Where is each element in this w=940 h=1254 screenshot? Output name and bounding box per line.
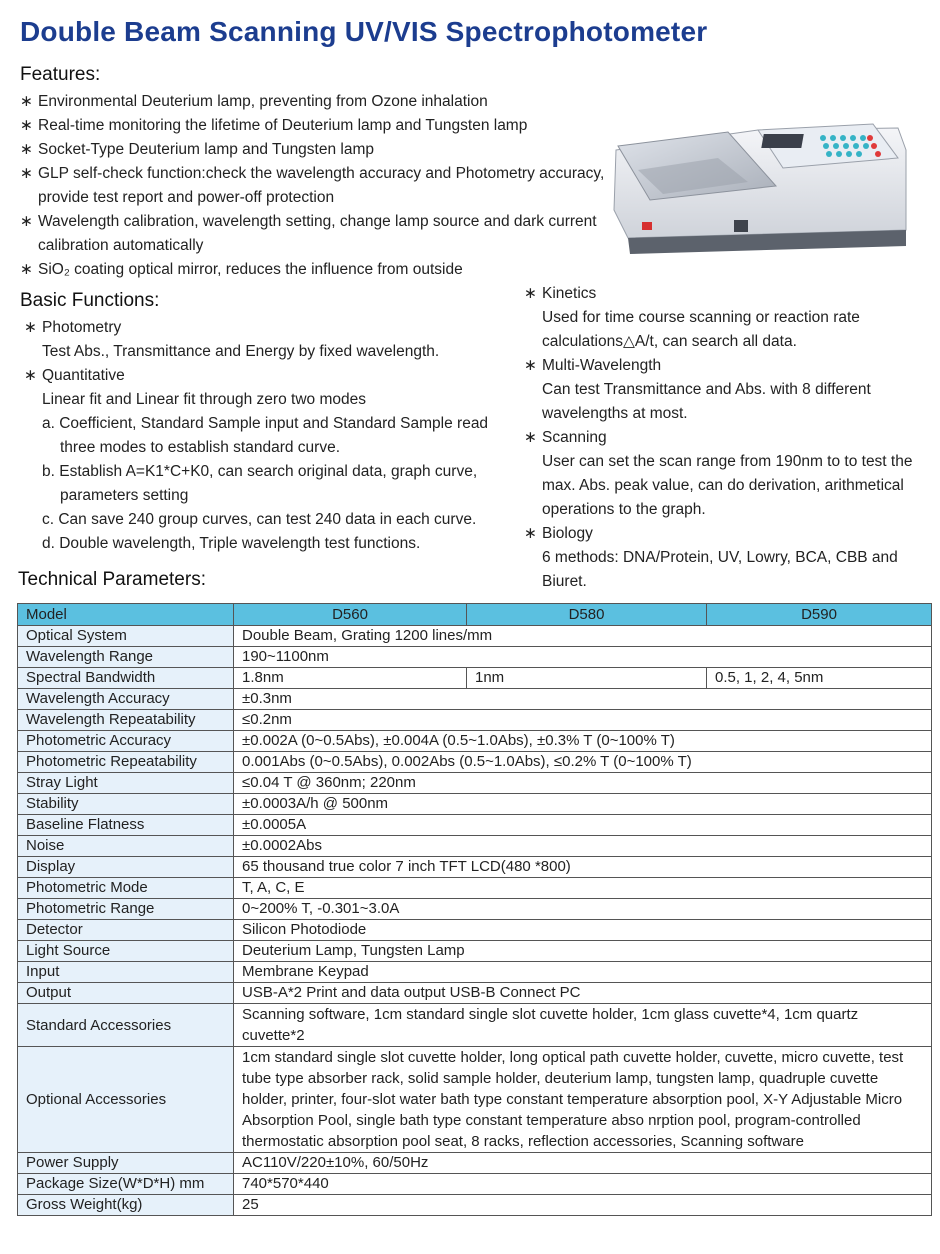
function-subitem: c. Can save 240 group curves, can test 240 data in each curve. [42, 511, 477, 528]
param-value: 1nm [467, 668, 707, 689]
table-row [18, 626, 932, 647]
param-value: ±0.0005A [234, 815, 932, 836]
param-label: Wavelength Range [18, 647, 234, 668]
feature-item: ∗ Wavelength calibration, wavelength setting, change lamp source and dark current calibration automatically [20, 210, 610, 258]
feature-item: ∗ GLP self-check function:check the wavelength accuracy and Photometry accuracy, provide test report and power-off protection [20, 162, 610, 210]
asterisk-icon: ∗ [24, 319, 37, 336]
table-row [18, 857, 932, 878]
header-cell-d580: D580 [467, 604, 707, 626]
param-label: Display [18, 857, 234, 878]
header-cell-d590: D590 [707, 604, 932, 626]
function-title: ∗ Kinetics [524, 282, 924, 306]
table-row [18, 983, 932, 1004]
param-label: Photometric Range [18, 899, 234, 920]
table-row [18, 710, 932, 731]
param-value: 1cm standard single slot cuvette holder, long optical path cuvette holder, cuvette, micro cuvette, test tube type absorber rack, solid sample holder, deuterium lamp, tungsten lamp, quadruple cuvette holder, printer, four-slot water bath type constant temperature absorption pool, X-Y Adjustable Micro Absorption Pool, single bath type constant temperature abso nrption pool, program-controlled thermostatic absorption pool seat, 8 racks, reflection accessories, Scanning software [234, 1047, 932, 1153]
function-text: Linear fit and Linear fit through zero two modes [42, 391, 366, 408]
param-label: Stray Light [18, 773, 234, 794]
function-title: ∗ Scanning [524, 426, 924, 450]
function-title: ∗ Quantitative [24, 364, 524, 388]
param-label: Light Source [18, 941, 234, 962]
table-header-row [18, 604, 932, 626]
table-row [18, 836, 932, 857]
table-row [18, 1047, 932, 1153]
param-value: Double Beam, Grating 1200 lines/mm [234, 626, 932, 647]
function-text: 6 methods: DNA/Protein, UV, Lowry, BCA, CBB and Biuret. [542, 549, 898, 590]
spectrophotometer-image [608, 110, 913, 260]
asterisk-icon: ∗ [524, 429, 537, 446]
param-label: Input [18, 962, 234, 983]
asterisk-icon: ∗ [20, 141, 33, 158]
basic-functions-left [24, 316, 524, 556]
page-title: Double Beam Scanning UV/VIS Spectrophotometer [20, 16, 708, 47]
asterisk-icon: ∗ [524, 285, 537, 302]
asterisk-icon: ∗ [20, 93, 33, 110]
table-row [18, 1004, 932, 1047]
table-row [18, 731, 932, 752]
table-row [18, 815, 932, 836]
param-label: Optical System [18, 626, 234, 647]
table-row [18, 920, 932, 941]
param-value: USB-A*2 Print and data output USB-B Connect PC [234, 983, 932, 1004]
table-row [18, 689, 932, 710]
table-row [18, 647, 932, 668]
function-subitem: d. Double wavelength, Triple wavelength test functions. [42, 535, 421, 552]
param-value: Deuterium Lamp, Tungsten Lamp [234, 941, 932, 962]
basic-functions-heading: Basic Functions: [20, 290, 160, 311]
param-value: AC110V/220±10%, 60/50Hz [234, 1153, 932, 1174]
feature-item: ∗ Real-time monitoring the lifetime of Deuterium lamp and Tungsten lamp [20, 114, 610, 138]
param-label: Photometric Accuracy [18, 731, 234, 752]
param-value: 65 thousand true color 7 inch TFT LCD(480 *800) [234, 857, 932, 878]
param-value: Membrane Keypad [234, 962, 932, 983]
features-heading: Features: [20, 64, 101, 85]
table-row [18, 899, 932, 920]
param-label: Spectral Bandwidth [18, 668, 234, 689]
features-list [20, 90, 610, 282]
param-value: 1.8nm [234, 668, 467, 689]
param-value: 0.001Abs (0~0.5Abs), 0.002Abs (0.5~1.0Abs), ≤0.2% T (0~100% T) [234, 752, 932, 773]
technical-parameters-table [17, 603, 932, 1216]
table-row [18, 794, 932, 815]
param-label: Wavelength Accuracy [18, 689, 234, 710]
param-value: Silicon Photodiode [234, 920, 932, 941]
param-value: ±0.002A (0~0.5Abs), ±0.004A (0.5~1.0Abs), ±0.3% T (0~100% T) [234, 731, 932, 752]
function-title: ∗ Photometry [24, 316, 524, 340]
function-title: ∗ Biology [524, 522, 924, 546]
feature-item: ∗ SiO₂ coating optical mirror, reduces the influence from outside [20, 258, 610, 282]
feature-item: ∗ Socket-Type Deuterium lamp and Tungsten lamp [20, 138, 610, 162]
asterisk-icon: ∗ [524, 525, 537, 542]
header-cell-d560: D560 [234, 604, 467, 626]
table-row [18, 773, 932, 794]
table-row [18, 1195, 932, 1216]
param-label: Standard Accessories [18, 1004, 234, 1047]
param-value: ≤0.2nm [234, 710, 932, 731]
table-row [18, 668, 932, 689]
table-row [18, 941, 932, 962]
basic-functions-right [524, 282, 924, 594]
table-row [18, 1153, 932, 1174]
param-value: T, A, C, E [234, 878, 932, 899]
param-value: ≤0.04 T @ 360nm; 220nm [234, 773, 932, 794]
param-value: 740*570*440 [234, 1174, 932, 1195]
asterisk-icon: ∗ [524, 357, 537, 374]
param-value: 25 [234, 1195, 932, 1216]
function-text: Test Abs., Transmittance and Energy by fixed wavelength. [42, 343, 440, 360]
param-value: 0.5, 1, 2, 4, 5nm [707, 668, 932, 689]
asterisk-icon: ∗ [20, 261, 33, 278]
function-text: User can set the scan range from 190nm to to test the max. Abs. peak value, can do derivation, arithmetical operations to the graph. [542, 453, 913, 518]
function-subitem: a. Coefficient, Standard Sample input and Standard Sample read three modes to establish standard curve. [42, 415, 489, 456]
function-text: Used for time course scanning or reaction rate calculations△A/t, can search all data. [542, 309, 860, 350]
asterisk-icon: ∗ [20, 165, 33, 182]
param-value: ±0.0003A/h @ 500nm [234, 794, 932, 815]
param-value: 0~200% T, -0.301~3.0A [234, 899, 932, 920]
header-cell-model: Model [18, 604, 234, 626]
param-label: Detector [18, 920, 234, 941]
param-label: Output [18, 983, 234, 1004]
param-value: ±0.3nm [234, 689, 932, 710]
param-label: Power Supply [18, 1153, 234, 1174]
param-label: Baseline Flatness [18, 815, 234, 836]
feature-item: ∗ Environmental Deuterium lamp, preventing from Ozone inhalation [20, 90, 610, 114]
asterisk-icon: ∗ [20, 213, 33, 230]
param-label: Gross Weight(kg) [18, 1195, 234, 1216]
param-label: Optional Accessories [18, 1047, 234, 1153]
technical-parameters-heading: Technical Parameters: [18, 569, 206, 590]
param-label: Stability [18, 794, 234, 815]
table-row [18, 1174, 932, 1195]
param-label: Photometric Repeatability [18, 752, 234, 773]
param-label: Wavelength Repeatability [18, 710, 234, 731]
param-label: Noise [18, 836, 234, 857]
asterisk-icon: ∗ [24, 367, 37, 384]
param-value: ±0.0002Abs [234, 836, 932, 857]
asterisk-icon: ∗ [20, 117, 33, 134]
table-row [18, 878, 932, 899]
function-subitem: b. Establish A=K1*C+K0, can search original data, graph curve, parameters setting [42, 463, 478, 504]
function-text: Can test Transmittance and Abs. with 8 different wavelengths at most. [542, 381, 871, 422]
table-row [18, 752, 932, 773]
param-label: Photometric Mode [18, 878, 234, 899]
param-value: 190~1100nm [234, 647, 932, 668]
param-label: Package Size(W*D*H) mm [18, 1174, 234, 1195]
table-row [18, 962, 932, 983]
function-title: ∗ Multi-Wavelength [524, 354, 924, 378]
param-value: Scanning software, 1cm standard single slot cuvette holder, 1cm glass cuvette*4, 1cm quartz cuvette*2 [234, 1004, 932, 1047]
